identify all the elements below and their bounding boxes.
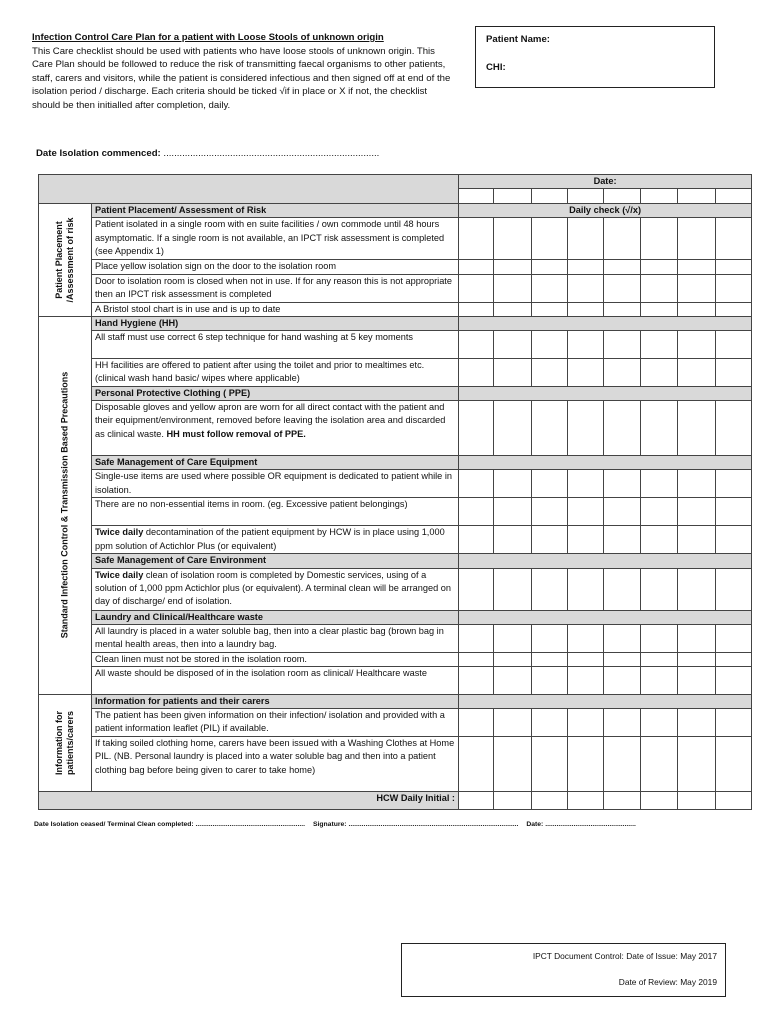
checklist-row [39,470,752,498]
row-text: Twice daily clean of isolation room is completed by Domestic services, using of a solution of 1,000 ppm Actichlor plus (or equivalent). A terminal clean will be arranged on day of discharge/ end of isolation. [92,568,459,610]
section-header-row [39,610,752,624]
side-label-information: Information for patients/carers [39,695,92,792]
daily-check-cell[interactable] [459,189,494,204]
daily-check-cell[interactable] [459,737,494,792]
daily-check-cell[interactable] [641,624,678,652]
checklist-row [39,667,752,695]
daily-check-cell[interactable] [716,274,752,302]
daily-check-cell[interactable] [568,189,604,204]
side-label-standard-precautions: Standard Infection Control & Transmission Based Precautions [39,316,92,694]
row-text: A Bristol stool chart is in use and is up to date [92,302,459,316]
section-header-row [39,387,752,401]
daily-check-cell[interactable] [716,568,752,610]
daily-check-cell[interactable] [459,667,494,695]
daily-check-cell[interactable] [459,359,494,387]
daily-check-cell[interactable] [568,526,604,554]
checklist-row [39,302,752,316]
daily-check-cell[interactable] [568,331,604,359]
isolation-ceased-footer [34,821,642,828]
checklist-row [39,359,752,387]
row-text: Patient isolated in a single room with en suite facilities / own commode until 48 hours asymptomatic. If a single room is not available, an IPCT risk assessment is completed (see Appendix 1) [92,218,459,260]
section-header-information: Information for patients and their carers [92,695,459,709]
daily-check-cell[interactable] [568,737,604,792]
daily-check-cell[interactable] [532,526,568,554]
daily-check-cell[interactable] [604,218,641,260]
chi-label: CHI: [486,62,506,73]
daily-check-cell[interactable] [568,568,604,610]
section-header-laundry: Laundry and Clinical/Healthcare waste [92,610,459,624]
checklist-row [39,498,752,526]
daily-check-cell[interactable] [494,792,532,810]
daily-check-cell[interactable] [716,624,752,652]
daily-check-cell[interactable] [568,652,604,666]
hcw-daily-initial-label: HCW Daily Initial : [39,792,459,810]
daily-check-cell[interactable] [568,359,604,387]
care-checklist-table [38,174,752,810]
daily-check-cell[interactable] [678,667,716,695]
daily-check-cell[interactable] [641,302,678,316]
care-plan-description: This Care checklist should be used with patients who have loose stools of unknown origin. This Care Plan should be followed to reduce the risk of transmitting faecal organisms to other patients, staff, carers and visitors, while the patient is considered infectious and then signed off at end of the isolation period / discharge. Each criteria should be ticked √if in place or X if not, the checklist should be then initialled after completion, daily. [32,45,451,111]
daily-check-cell[interactable] [532,331,568,359]
daily-check-cell[interactable] [604,260,641,274]
daily-check-cell[interactable] [641,652,678,666]
daily-check-cell[interactable] [678,470,716,498]
daily-check-cell[interactable] [604,667,641,695]
section-header-environment: Safe Management of Care Environment [92,554,459,568]
date-header-row [39,175,752,189]
daily-check-cell[interactable] [568,624,604,652]
daily-check-cell[interactable] [459,709,494,737]
daily-check-cell[interactable] [641,667,678,695]
date-isolation-commenced[interactable] [36,148,379,159]
section-header-placement: Patient Placement/ Assessment of Risk [92,204,459,218]
daily-check-cell[interactable] [459,624,494,652]
daily-check-cell[interactable] [568,302,604,316]
daily-check-cell[interactable] [494,302,532,316]
daily-check-cell[interactable] [678,737,716,792]
daily-check-cell[interactable] [532,652,568,666]
checklist-row [39,709,752,737]
date-isolation-blank[interactable]: ................................................................................. [163,148,380,159]
daily-check-cell[interactable] [494,359,532,387]
daily-check-cell[interactable] [494,526,532,554]
daily-check-cell[interactable] [532,359,568,387]
daily-check-cell[interactable] [641,792,678,810]
checklist-row [39,624,752,652]
daily-check-cell[interactable] [641,568,678,610]
daily-check-cell[interactable] [716,526,752,554]
daily-check-cell[interactable] [716,189,752,204]
daily-check-cell[interactable] [459,568,494,610]
date-isolation-label: Date Isolation commenced: [36,148,161,159]
daily-check-cell[interactable] [641,274,678,302]
daily-check-cell[interactable] [716,331,752,359]
daily-check-cell[interactable] [532,737,568,792]
daily-check-cell[interactable] [641,260,678,274]
daily-check-cell[interactable] [494,737,532,792]
daily-check-cell[interactable] [532,218,568,260]
daily-check-cell[interactable] [459,792,494,810]
checklist-row [39,401,752,456]
daily-check-cell[interactable] [604,652,641,666]
daily-check-cell[interactable] [641,470,678,498]
daily-check-cell[interactable] [604,737,641,792]
daily-check-cell[interactable] [532,189,568,204]
daily-check-cell[interactable] [568,274,604,302]
daily-check-cell[interactable] [459,274,494,302]
section-header-row [39,554,752,568]
row-text: Twice daily decontamination of the patient equipment by HCW is in place using 1,000 ppm solution of Actichlor Plus (or equivalent) [92,526,459,554]
daily-check-cell[interactable] [678,568,716,610]
daily-check-cell[interactable] [641,189,678,204]
daily-check-cell[interactable] [716,667,752,695]
row-text: Door to isolation room is closed when not in use. If for any reason this is not appropriate then an IPCT risk assessment is completed [92,274,459,302]
row-text: HH facilities are offered to patient after using the toilet and prior to mealtimes etc. (clinical wash hand basic/ wipes where applicable) [92,359,459,387]
daily-check-cell[interactable] [678,792,716,810]
daily-check-cell[interactable] [459,470,494,498]
daily-check-cell[interactable] [678,302,716,316]
daily-check-cell[interactable] [532,667,568,695]
daily-check-cell[interactable] [641,359,678,387]
daily-check-cell[interactable] [459,331,494,359]
daily-check-cell[interactable] [459,302,494,316]
daily-check-cell[interactable] [678,401,716,456]
daily-check-cell[interactable] [494,624,532,652]
daily-check-cell[interactable] [716,470,752,498]
daily-check-cell[interactable] [678,260,716,274]
daily-check-cell[interactable] [716,709,752,737]
side-label-placement: Patient Placement /Assessment of risk [39,204,92,317]
daily-check-cell[interactable] [568,260,604,274]
daily-check-cell[interactable] [568,709,604,737]
daily-check-cell[interactable] [568,792,604,810]
daily-check-cell[interactable] [494,652,532,666]
daily-check-cell[interactable] [604,302,641,316]
daily-check-cell[interactable] [604,401,641,456]
intro [32,31,452,113]
daily-check-cell[interactable] [716,652,752,666]
daily-check-cell[interactable] [494,274,532,302]
daily-check-cell[interactable] [678,624,716,652]
checklist-row [39,737,752,792]
daily-check-cell[interactable] [494,260,532,274]
daily-check-cell[interactable] [716,792,752,810]
daily-check-cell[interactable] [532,470,568,498]
row-text: If taking soiled clothing home, carers have been issued with a Washing Clothes at Home PIL. (NB. Personal laundry is placed into a water soluble bag and then into a patient clothing bag before being given to carer to take home) [92,737,459,792]
row-text: Place yellow isolation sign on the door to the isolation room [92,260,459,274]
daily-check-cell[interactable] [459,498,494,526]
daily-check-cell[interactable] [716,260,752,274]
daily-check-cell[interactable] [604,274,641,302]
isolation-ceased-field[interactable]: Date Isolation ceased/ Terminal Clean completed: .......................................................... [34,821,306,828]
row-text: The patient has been given information on their infection/ isolation and provided with a patient information leaflet (PIL) if available. [92,709,459,737]
daily-check-cell[interactable] [494,189,532,204]
daily-check-cell[interactable] [678,652,716,666]
patient-name-label: Patient Name: [486,34,550,45]
daily-check-cell[interactable] [494,401,532,456]
daily-check-cell[interactable] [716,498,752,526]
daily-check-cell[interactable] [678,359,716,387]
daily-check-cell[interactable] [568,218,604,260]
daily-check-cell[interactable] [568,401,604,456]
daily-check-cell[interactable] [568,498,604,526]
checklist-row [39,260,752,274]
daily-check-cell[interactable] [641,737,678,792]
daily-check-cell[interactable] [532,792,568,810]
daily-check-cell[interactable] [532,401,568,456]
daily-check-cell[interactable] [604,359,641,387]
daily-check-cell[interactable] [459,652,494,666]
date-of-review: Date of Review: May 2019 [618,977,717,987]
daily-check-cell[interactable] [716,359,752,387]
daily-check-cell[interactable] [716,302,752,316]
daily-check-cell[interactable] [678,709,716,737]
document-control-box [401,943,726,997]
daily-check-cell[interactable] [678,218,716,260]
checklist-row [39,274,752,302]
row-text: All staff must use correct 6 step technique for hand washing at 5 key moments [92,331,459,359]
daily-check-cell[interactable] [532,624,568,652]
daily-check-cell[interactable] [532,274,568,302]
daily-check-cell[interactable] [494,218,532,260]
daily-check-cell[interactable] [604,331,641,359]
daily-check-cell[interactable] [604,498,641,526]
daily-check-cell[interactable] [678,189,716,204]
row-text: All laundry is placed in a water soluble bag, then into a clear plastic bag (brown bag in mental health areas, then into a laundry bag. [92,624,459,652]
daily-check-cell[interactable] [678,274,716,302]
daily-check-cell[interactable] [459,260,494,274]
date-header: Date: [459,175,752,189]
row-text: All waste should be disposed of in the isolation room as clinical/ Healthcare waste [92,667,459,695]
checklist-row [39,218,752,260]
daily-check-cell[interactable] [716,401,752,456]
daily-check-cell[interactable] [494,498,532,526]
daily-check-cell[interactable] [494,667,532,695]
daily-check-cell[interactable] [604,189,641,204]
row-text: Clean linen must not be stored in the isolation room. [92,652,459,666]
signature-field[interactable]: Signature: .......................................................................................... [312,821,519,828]
row-text: Disposable gloves and yellow apron are worn for all direct contact with the patient and their equipment/environment, removed before leaving the isolation area and discarded as clinical waste. HH must follow removal of PPE. [92,401,459,456]
daily-check-cell[interactable] [494,568,532,610]
checklist-row [39,652,752,666]
section-header-row [39,695,752,709]
daily-check-cell[interactable] [604,526,641,554]
row-text: Single-use items are used where possible OR equipment is dedicated to patient while in isolation. [92,470,459,498]
section-header-row [39,316,752,330]
daily-check-cell[interactable] [641,498,678,526]
daily-check-cell[interactable] [494,470,532,498]
daily-check-cell[interactable] [494,331,532,359]
section-header-equipment: Safe Management of Care Equipment [92,456,459,470]
daily-check-cell[interactable] [532,498,568,526]
patient-details-box [475,26,715,88]
section-header-row [39,204,752,218]
daily-check-cell[interactable] [604,624,641,652]
daily-check-cell[interactable] [641,218,678,260]
row-text: There are no non-essential items in room. (eg. Excessive patient belongings) [92,498,459,526]
daily-check-cell[interactable] [641,331,678,359]
daily-check-cell[interactable] [641,526,678,554]
daily-check-cell[interactable] [532,260,568,274]
daily-check-cell[interactable] [641,709,678,737]
daily-check-cell[interactable] [459,218,494,260]
section-header-ppe: Personal Protective Clothing ( PPE) [92,387,459,401]
daily-check-cell[interactable] [604,792,641,810]
checklist-row [39,331,752,359]
daily-check-cell[interactable] [604,568,641,610]
daily-check-cell[interactable] [716,737,752,792]
daily-check-cell[interactable] [641,401,678,456]
daily-check-cell[interactable] [532,302,568,316]
daily-check-cell[interactable] [678,498,716,526]
daily-check-cell[interactable] [459,401,494,456]
section-header-hand-hygiene: Hand Hygiene (HH) [92,316,459,330]
daily-check-cell[interactable] [532,568,568,610]
footer-date-field[interactable]: Date: ................................................ [526,821,636,828]
daily-check-cell[interactable] [459,526,494,554]
checklist-row [39,568,752,610]
daily-check-cell[interactable] [716,218,752,260]
daily-check-cell[interactable] [568,667,604,695]
date-of-issue: IPCT Document Control: Date of Issue: May 2017 [532,951,717,961]
hcw-initial-row [39,792,752,810]
daily-check-cell[interactable] [678,526,716,554]
care-plan-title: Infection Control Care Plan for a patient with Loose Stools of unknown origin [32,32,384,43]
daily-check-cell[interactable] [604,709,641,737]
checklist-row [39,526,752,554]
daily-check-cell[interactable] [532,709,568,737]
daily-check-cell[interactable] [494,709,532,737]
daily-check-cell[interactable] [678,331,716,359]
section-header-row [39,456,752,470]
daily-check-header: Daily check (√/x) [459,204,752,218]
daily-check-cell[interactable] [604,470,641,498]
daily-check-cell[interactable] [568,470,604,498]
